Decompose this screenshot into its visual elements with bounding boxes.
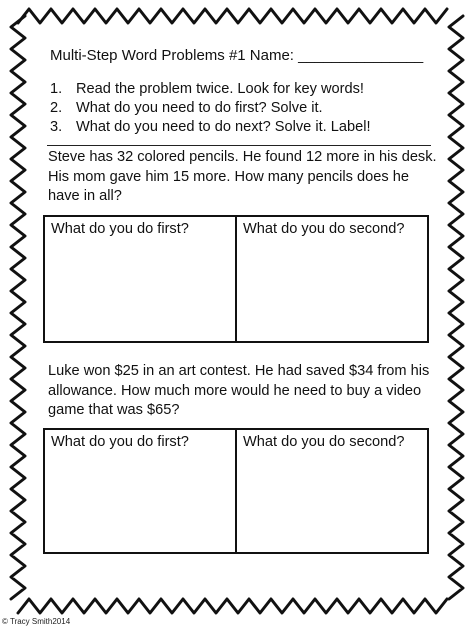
instruction-step-3: 3. What do you need to do next? Solve it. Label!	[50, 119, 371, 135]
first-step-label: What do you do first?	[51, 221, 189, 237]
second-step-label: What do you do second?	[243, 221, 405, 237]
instruction-step-1: 1. Read the problem twice. Look for key words!	[50, 81, 364, 97]
instruction-step-2: 2. What do you need to do first? Solve it.	[50, 100, 323, 116]
worksheet-title: Multi-Step Word Problems #1 Name: _______________	[50, 47, 424, 64]
first-step-label: What do you do first?	[51, 434, 189, 450]
second-step-label: What do you do second?	[243, 434, 405, 450]
first-step-cell[interactable]	[45, 430, 235, 552]
answer-box-2	[43, 428, 429, 554]
second-step-cell[interactable]	[235, 217, 427, 341]
word-problem-1: Steve has 32 colored pencils. He found 12 more in his desk. His mom gave him 15 more. How many pencils does he have in all?	[48, 149, 437, 204]
first-step-cell[interactable]	[45, 217, 235, 341]
answer-box-1	[43, 215, 429, 343]
copyright-notice: © Tracy Smith2014	[2, 617, 71, 626]
instruction-list	[50, 80, 371, 137]
second-step-cell[interactable]	[235, 430, 427, 552]
word-problem-2: Luke won $25 in an art contest. He had saved $34 from his allowance. How much more would he need to buy a video game that was $65?	[48, 363, 430, 418]
section-divider	[47, 145, 431, 146]
